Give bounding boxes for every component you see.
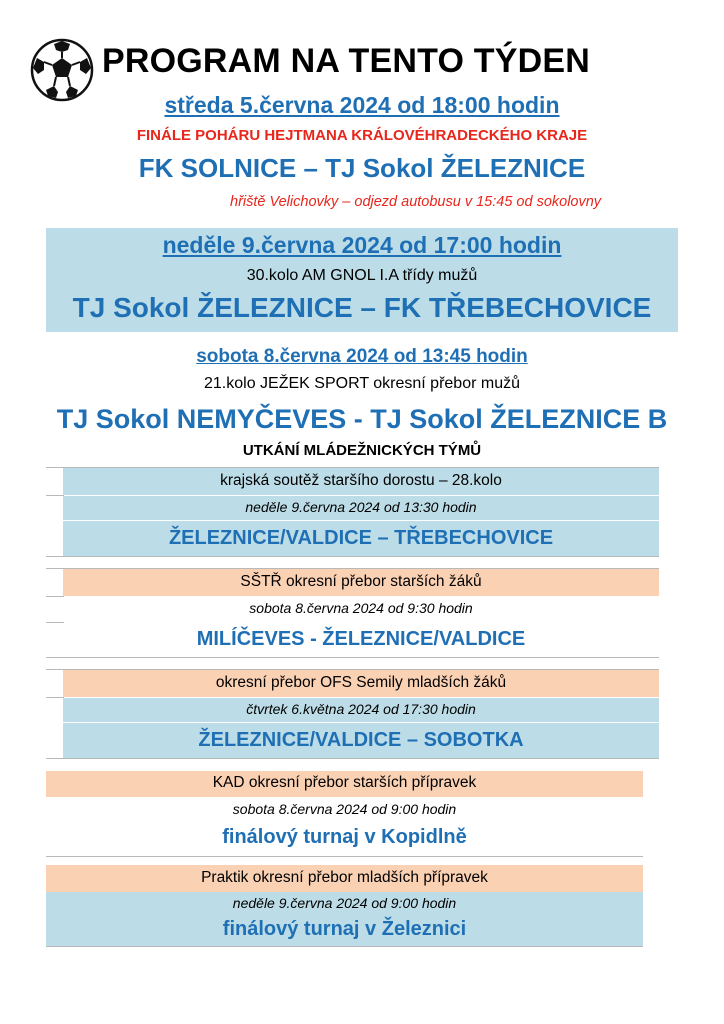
match1-teams: FK SOLNICE – TJ Sokol ŽELEZNICE [138, 153, 586, 183]
match1-competition: FINÁLE POHÁRU HEJTMANA KRÁLOVÉHRADECKÉHO KRAJE [136, 127, 588, 144]
youth4-competition: KAD okresní přebor starších přípravek [212, 774, 477, 791]
match3-date: sobota 8.června 2024 od 13:45 hodin [196, 346, 528, 367]
youth4-teams: finálový turnaj v Kopidlně [222, 826, 467, 848]
match2-date: neděle 9.června 2024 od 17:00 hodin [162, 232, 562, 258]
youth4-date: sobota 8.června 2024 od 9:00 hodin [232, 801, 457, 817]
youth1-date: neděle 9.června 2024 od 13:30 hodin [245, 499, 477, 515]
youth-heading: UTKÁNÍ MLÁDEŽNICKÝCH TÝMŮ [242, 442, 482, 459]
match3-teams: TJ Sokol NEMYČEVES - TJ Sokol ŽELEZNICE B [56, 404, 668, 434]
youth2-date: sobota 8.června 2024 od 9:30 hodin [249, 600, 473, 616]
match1-note: hřiště Velichovky – odjezd autobusu v 15:45 od sokolovny [230, 194, 602, 210]
youth5-date: neděle 9.června 2024 od 9:00 hodin [232, 895, 457, 911]
youth2-teams: MILÍČEVES - ŽELEZNICE/VALDICE [196, 628, 526, 650]
match1-date: středa 5.června 2024 od 18:00 hodin [164, 92, 560, 118]
youth3-teams: ŽELEZNICE/VALDICE – SOBOTKA [198, 729, 524, 751]
match2-teams: TJ Sokol ŽELEZNICE – FK TŘEBECHOVICE [72, 292, 652, 323]
youth3-competition: okresní přebor OFS Semily mladších žáků [215, 674, 507, 691]
match3-competition: 21.kolo JEŽEK SPORT okresní přebor mužů [204, 375, 520, 392]
match2-competition: 30.kolo AM GNOL I.A třídy mužů [246, 267, 478, 284]
youth2-competition: SŠTŘ okresní přebor starších žáků [240, 573, 482, 590]
youth1-competition: krajská soutěž staršího dorostu – 28.kolo [220, 472, 502, 489]
page-title: PROGRAM NA TENTO TÝDEN [102, 42, 590, 80]
youth5-competition: Praktik okresní přebor mladších přípravek [201, 869, 488, 886]
youth5-teams: finálový turnaj v Železnici [222, 918, 467, 940]
youth1-teams: ŽELEZNICE/VALDICE – TŘEBECHOVICE [168, 527, 554, 549]
youth3-date: čtvrtek 6.května 2024 od 17:30 hodin [246, 701, 476, 717]
